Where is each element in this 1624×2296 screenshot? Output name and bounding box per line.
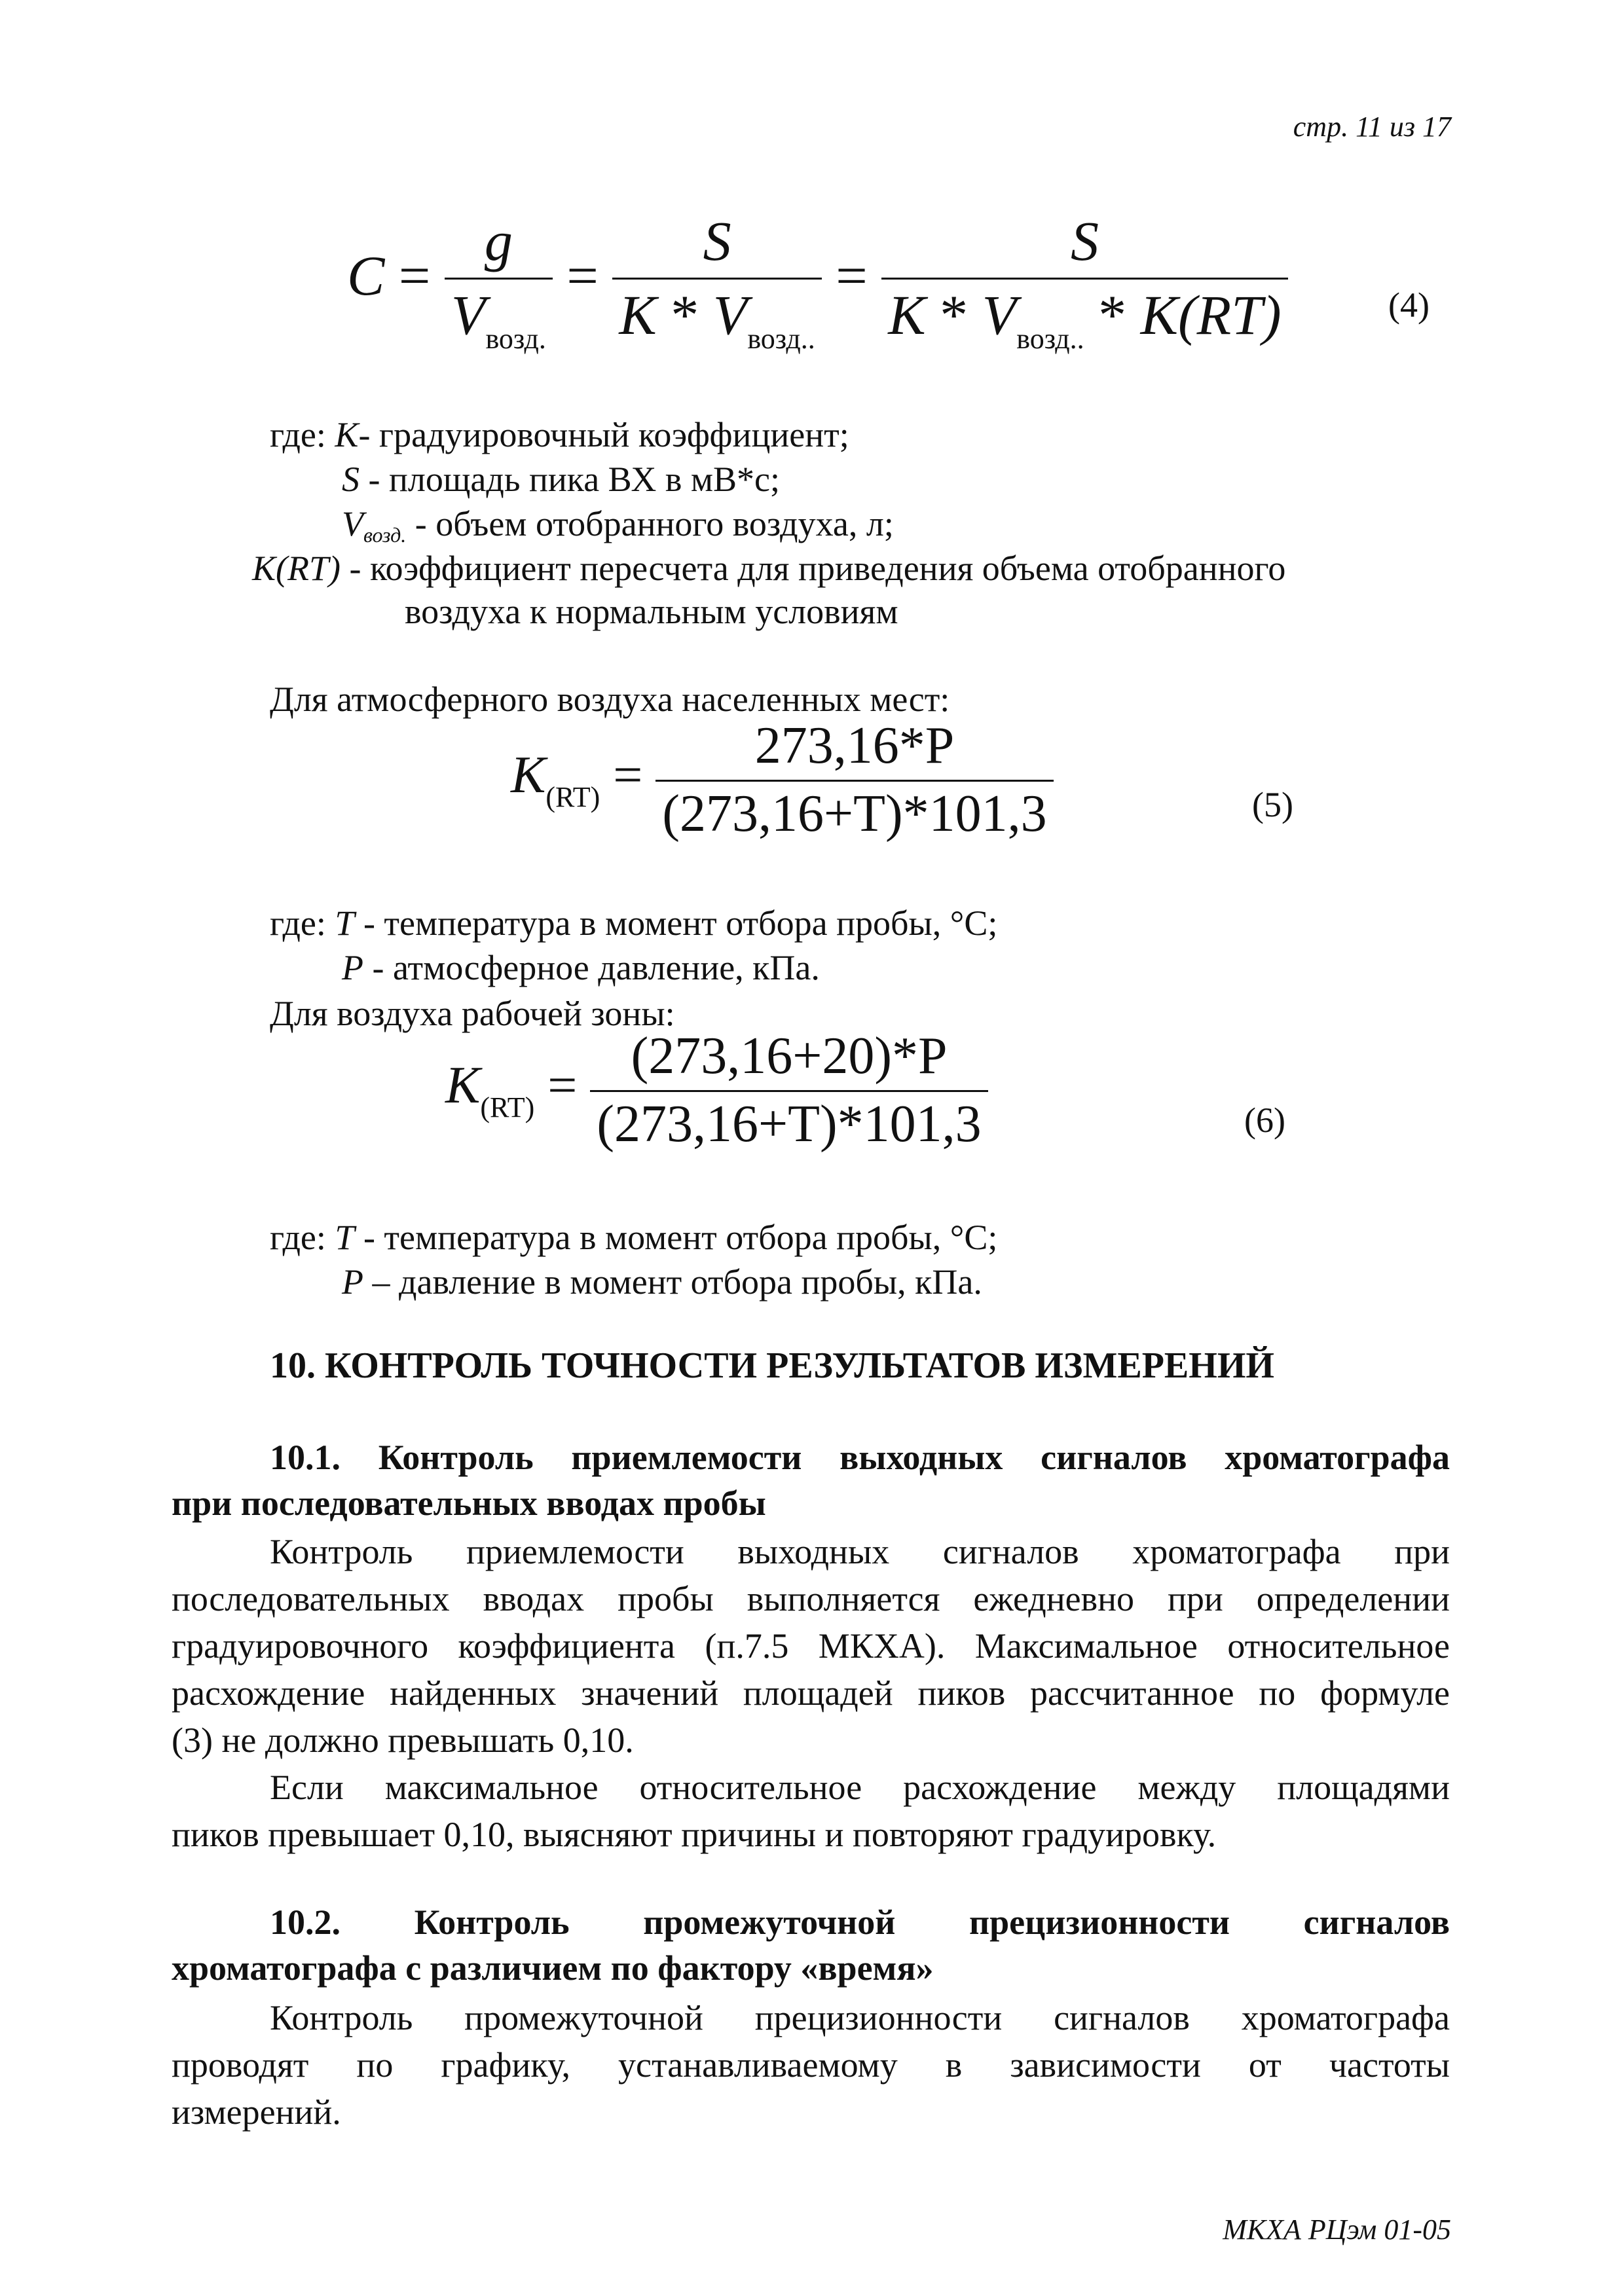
where-4-line-krt: K(RT) - коэффициент пересчета для приведения объема отобранного [252,549,1286,588]
section-10-1-title-line2: при последовательных вводах пробы [172,1484,766,1523]
formula-5-lhs-sub: (RT) [545,780,600,813]
formula-5-fraction [655,716,1053,844]
symbol-s: S [342,460,360,499]
para-10-1a-line2: последовательных вводах пробы выполняется ежедневно при определении [172,1579,1450,1618]
section-10-2-title-line2: хроматографа с различием по фактору «время» [172,1948,934,1988]
formula-6-fraction [590,1027,987,1154]
where-6-line-p: P – давление в момент отбора пробы, кПа. [342,1262,982,1302]
symbol-k: K [335,415,359,454]
formula-5-numerator: 273,16*P [754,717,955,774]
para-10-1a-line4: расхождение найденных значений площадей пиков рассчитанное по формуле [172,1673,1450,1713]
section-10-1-title-line1: 10.1. Контроль приемлемости выходных сигналов хроматографа [270,1438,1450,1477]
formula-4-f1-numerator: g [484,210,513,272]
work-heading: Для воздуха рабочей зоны: [270,994,675,1033]
formula-4-f1-den-var: V [451,283,486,346]
section-10-2-title-line1: 10.2. Контроль промежуточной прецизионности сигналов [270,1903,1450,1942]
formula-4-number: (4) [1388,285,1430,325]
symbol-t: T [335,903,355,943]
formula-4-f2-den-k: K [619,283,657,346]
formula-4-fraction-2: $\frac{S}{K * V_{возд..}}$ [612,208,821,355]
page-number: стр. 11 из 17 [1293,111,1451,143]
symbol-v: V [342,504,363,543]
symbol-v-sub: возд. [363,523,407,547]
para-10-2-line1: Контроль промежуточной прецизионности сигналов хроматографа [270,1998,1450,2037]
formula-4-lhs: C [347,244,385,308]
formula-4-f1-den-sub: возд. [485,323,546,355]
where-4-line-v: Vвозд. - объем отобранного воздуха, л; [342,504,894,547]
formula-5-number: (5) [1252,785,1293,824]
formula-6-lhs-sub: (RT) [480,1091,535,1123]
para-10-2-line3: измерений. [172,2092,341,2132]
symbol-p: P [342,948,363,987]
para-10-1a-line3: градуировочного коэффициента (п.7.5 МКХА). Максимальное относительное [172,1626,1450,1666]
formula-6: $K_{(RT)}$ = $\frac{(273,16+20)*P}{(273,16+T)*101,3}$ [445,1027,988,1154]
para-10-1b-line2: пиков превышает 0,10, выясняют причины и повторяют градуировку. [172,1815,1217,1854]
formula-5: $K_{(RT)}$ = $\frac{273,16*P}{(273,16+T)*101,3}$ [511,716,1054,844]
formula-4-f2-den-var: V [712,283,748,346]
formula-4-fraction-3: $\frac{S}{K * V_{возд..} * K(RT)}$ [881,208,1287,355]
para-10-1b-line1: Если максимальное относительное расхождение между площадями [270,1768,1450,1807]
formula-5-denominator: (273,16+T)*101,3 [655,780,1053,844]
formula-4-f3-den-tail: K(RT) [1140,283,1282,346]
para-10-1a-line1: Контроль приемлемости выходных сигналов хроматографа при [270,1532,1450,1571]
document-footer: МКХА РЦэм 01-05 [1223,2214,1451,2246]
where-4-line-k: где: K- градуировочный коэффициент; [270,415,849,454]
formula-6-denominator: (273,16+T)*101,3 [590,1090,987,1154]
formula-6-numerator: (273,16+20)*P [631,1027,948,1085]
formula-4-f2-numerator: S [703,210,731,272]
formula-4-f3-den-k: K [888,283,926,346]
where-4-line-s: S - площадь пика ВХ в мВ*с; [342,460,780,499]
para-10-2-line2: проводят по графику, устанавливаемому в зависимости от частоты [172,2045,1450,2085]
formula-5-lhs: K [511,746,546,804]
section-10-title: 10. КОНТРОЛЬ ТОЧНОСТИ РЕЗУЛЬТАТОВ ИЗМЕРЕНИЙ [270,1345,1274,1386]
symbol-p: P [342,1262,363,1302]
formula-4-f3-numerator: S [1070,210,1099,272]
symbol-t: T [335,1218,355,1257]
where-5-line-p: P - атмосферное давление, кПа. [342,948,820,987]
atm-heading: Для атмосферного воздуха населенных мест: [270,680,950,719]
formula-4: C = $\frac{g}{V_{возд.}}$ = $\frac{S}{K * V_{возд..}}$ = $\frac{S}{K * V_{возд..} * K(RT)}$ [347,208,1288,355]
para-10-1a-line5: (3) не должно превышать 0,10. [172,1721,634,1760]
formula-6-lhs: K [445,1056,481,1114]
formula-4-f2-den-sub: возд.. [747,323,815,355]
symbol-krt: K(RT) [252,549,341,588]
formula-4-f3-den-sub: возд.. [1016,323,1084,355]
formula-4-f3-den-var: V [982,283,1017,346]
where-4-line-krt-cont: воздуха к нормальным условиям [405,592,898,631]
where-6-line-t: где: T - температура в момент отбора пробы, °С; [270,1218,998,1257]
where-5-line-t: где: T - температура в момент отбора пробы, °С; [270,903,998,943]
formula-6-number: (6) [1244,1101,1285,1140]
formula-4-fraction-1 [445,208,553,355]
